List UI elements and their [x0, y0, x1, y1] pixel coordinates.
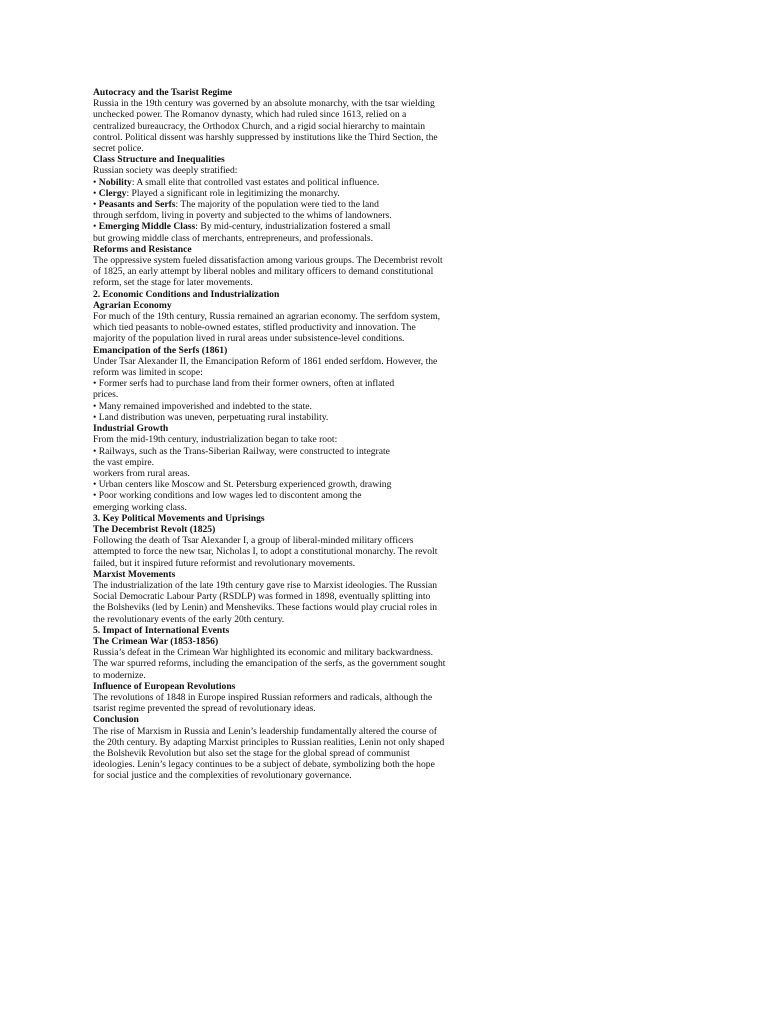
- text-line: Russian society was deeply stratified:: [93, 165, 238, 177]
- section-heading-influence-of-european-revolutions: Influence of European Revolutions: [93, 680, 236, 692]
- paragraph: [93, 647, 483, 681]
- bullet-term: Clergy: [98, 187, 127, 199]
- document-body: [93, 87, 483, 782]
- bullet-text: through serfdom, living in poverty and subjected to the whims of landowners.: [93, 210, 392, 222]
- paragraph: [93, 311, 483, 345]
- text-line: For much of the 19th century, Russia remained an agrarian economy. The serfdom system,: [93, 311, 441, 323]
- text-line: • Land distribution was uneven, perpetuating rural instability.: [93, 411, 329, 423]
- text-line: • Urban centers like Moscow and St. Petersburg experienced growth, drawing: [93, 479, 392, 491]
- section-heading-3-key-political-movements-and-uprisings: 3. Key Political Movements and Uprisings: [93, 512, 265, 524]
- section-heading-2-economic-conditions-and-industrialization: 2. Economic Conditions and Industrialization: [93, 288, 280, 300]
- text-line: Under Tsar Alexander II, the Emancipation Reform of 1861 ended serfdom. However, the: [93, 355, 438, 367]
- text-line: The industrialization of the late 19th century gave rise to Marxist ideologies. The Russian: [93, 579, 438, 591]
- paragraph: [93, 692, 483, 714]
- text-line: the Bolsheviks (led by Lenin) and Mensheviks. These factions would play crucial roles in: [93, 602, 438, 614]
- text-line: workers from rural areas.: [93, 467, 190, 479]
- paragraph: [93, 165, 483, 176]
- section-heading-agrarian-economy: Agrarian Economy: [93, 299, 172, 311]
- bullet-text: : A small elite that controlled vast estates and political influence.: [131, 176, 380, 188]
- text-line: From the mid-19th century, industrialization began to take root:: [93, 434, 338, 446]
- section-heading-conclusion: Conclusion: [93, 714, 139, 726]
- section-heading-reforms-and-resistance: Reforms and Resistance: [93, 243, 192, 255]
- text-line: majority of the population lived in rural areas under subsistence-level conditions.: [93, 333, 405, 345]
- text-line: The war spurred reforms, including the emancipation of the serfs, as the government sought: [93, 658, 446, 670]
- section-heading-marxist-movements: Marxist Movements: [93, 568, 176, 580]
- text-line: control. Political dissent was harshly suppressed by institutions like the Third Section, the: [93, 131, 438, 143]
- bullet-icon: •: [93, 199, 99, 211]
- text-line: of 1825, an early attempt by liberal nobles and military officers to demand constitutional: [93, 266, 434, 278]
- bullet-item-nobility: [93, 177, 483, 188]
- paragraph: [93, 356, 483, 423]
- text-line: prices.: [93, 389, 119, 401]
- text-line: secret police.: [93, 143, 144, 155]
- bullet-text: : The majority of the population were tied to the land: [175, 199, 379, 211]
- paragraph: [93, 580, 483, 625]
- text-line: Russia’s defeat in the Crimean War highlighted its economic and military backwardness.: [93, 647, 434, 659]
- paragraph: [93, 535, 483, 569]
- text-line: the Bolshevik Revolution but also set the stage for the global spread of communist: [93, 747, 410, 759]
- bullet-item-clergy: [93, 188, 483, 199]
- text-line: ideologies. Lenin’s legacy continues to be a subject of debate, symbolizing both the hope: [93, 759, 435, 771]
- text-line: reform was limited in scope:: [93, 367, 203, 379]
- bullet-term: Nobility: [98, 176, 132, 188]
- text-line: The revolutions of 1848 in Europe inspired Russian reformers and radicals, although the: [93, 691, 433, 703]
- paragraph: [93, 726, 483, 782]
- section-heading-autocracy-and-the-tsarist-regime: Autocracy and the Tsarist Regime: [93, 87, 233, 98]
- text-line: Social Democratic Labour Party (RSDLP) was formed in 1898, eventually splitting into: [93, 591, 431, 603]
- text-line: Russia in the 19th century was governed by an absolute monarchy, with the tsar wielding: [93, 98, 435, 110]
- text-line: reform, set the stage for later movements.: [93, 277, 253, 289]
- bullet-term: Emerging Middle Class: [98, 221, 196, 233]
- section-heading-5-impact-of-international-events: 5. Impact of International Events: [93, 624, 230, 636]
- text-line: centralized bureaucracy, the Orthodox Church, and a rigid social hierarchy to maintain: [93, 120, 426, 132]
- text-line: the vast empire.: [93, 456, 155, 468]
- bullet-icon: •: [93, 221, 99, 233]
- bullet-text: : Played a significant role in legitimizing the monarchy.: [126, 187, 340, 199]
- section-heading-class-structure-and-inequalities: Class Structure and Inequalities: [93, 154, 225, 166]
- text-line: • Former serfs had to purchase land from their former owners, often at inflated: [93, 378, 395, 390]
- bullet-icon: •: [93, 187, 99, 199]
- section-heading-the-decembrist-revolt-1825: The Decembrist Revolt (1825): [93, 523, 216, 535]
- text-line: to modernize.: [93, 669, 146, 681]
- text-line: The oppressive system fueled dissatisfaction among various groups. The Decembrist revolt: [93, 255, 443, 267]
- text-line: which tied peasants to noble-owned estates, stifled productivity and innovation. The: [93, 322, 416, 334]
- text-line: failed, but it inspired future reformist and revolutionary movements.: [93, 557, 356, 569]
- section-heading-industrial-growth: Industrial Growth: [93, 423, 169, 435]
- text-line: • Railways, such as the Trans-Siberian Railway, were constructed to integrate: [93, 445, 390, 457]
- text-line: • Many remained impoverished and indebted to the state.: [93, 400, 312, 412]
- text-line: unchecked power. The Romanov dynasty, which had ruled since 1613, relied on a: [93, 109, 407, 121]
- text-line: the revolutionary events of the early 20th century.: [93, 613, 285, 625]
- bullet-text: but growing middle class of merchants, entrepreneurs, and professionals.: [93, 232, 374, 244]
- text-line: for social justice and the complexities of revolutionary governance.: [93, 770, 352, 782]
- text-line: emerging working class.: [93, 501, 187, 513]
- bullet-item-emerging-middle-class: [93, 221, 483, 243]
- text-line: attempted to force the new tsar, Nicholas I, to adopt a constitutional monarchy. The revolt: [93, 546, 438, 558]
- paragraph: [93, 434, 483, 512]
- text-line: tsarist regime prevented the spread of revolutionary ideas.: [93, 703, 316, 715]
- text-line: Following the death of Tsar Alexander I, a group of liberal-minded military officers: [93, 535, 414, 547]
- paragraph: [93, 255, 483, 289]
- text-line: • Poor working conditions and low wages led to discontent among the: [93, 490, 362, 502]
- bullet-item-peasants-and-serfs: [93, 199, 483, 221]
- bullet-icon: •: [93, 176, 99, 188]
- text-line: The rise of Marxism in Russia and Lenin’s leadership fundamentally altered the course of: [93, 725, 437, 737]
- bullet-text: : By mid-century, industrialization fostered a small: [195, 221, 391, 233]
- section-heading-the-crimean-war-1853-1856: The Crimean War (1853-1856): [93, 635, 219, 647]
- paragraph: [93, 98, 483, 154]
- section-heading-emancipation-of-the-serfs-1861: Emancipation of the Serfs (1861): [93, 344, 228, 356]
- text-line: the 20th century. By adapting Marxist principles to Russian realities, Lenin not only shaped: [93, 736, 445, 748]
- bullet-term: Peasants and Serfs: [98, 199, 176, 211]
